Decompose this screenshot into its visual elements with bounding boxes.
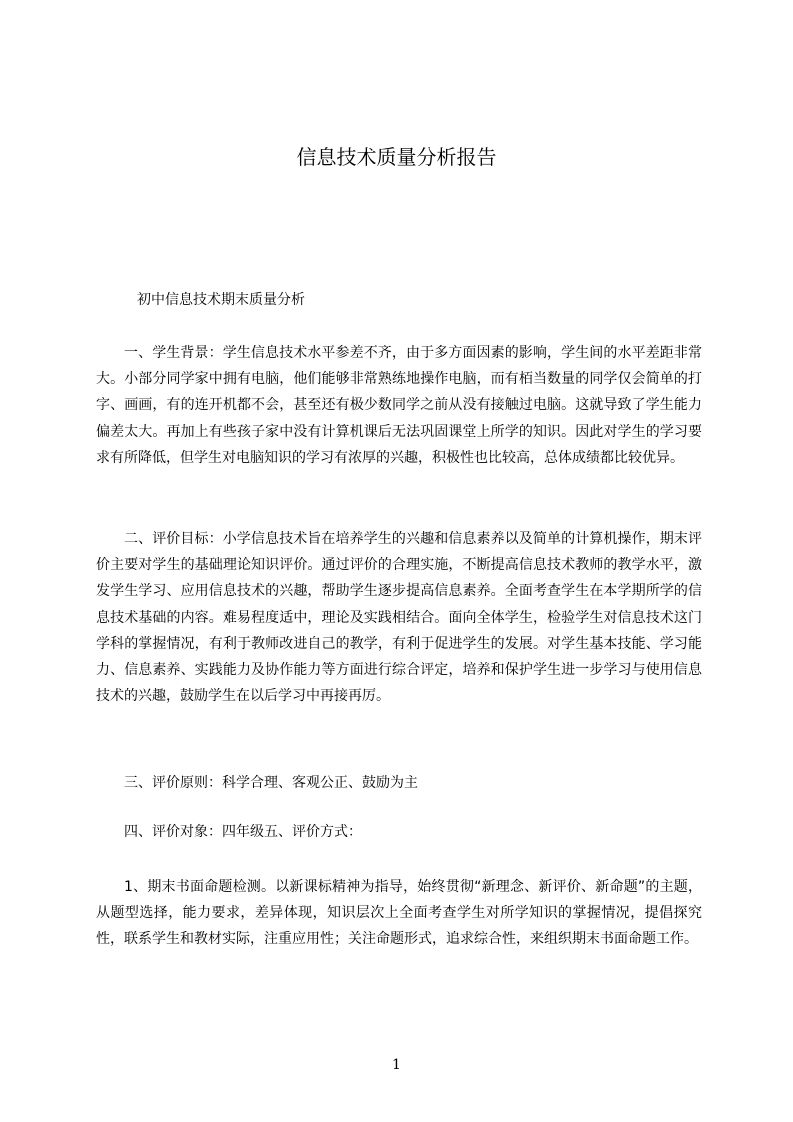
document-title: 信息技术质量分析报告 bbox=[296, 145, 497, 169]
paragraph-evaluation-goals: 二、评价目标：小学信息技术旨在培养学生的兴趣和信息素养以及简单的计算机操作，期末评价主要对学生的基础理论知识评价。通过评价的合理实施，不断提高信息技术教师的教学水平，激发学生学习、应用信息技术的兴趣，帮助学生逐步提高信息素养。全面考查学生在本学期所学的信息技术基础的内容。难易程度适中，理论及实践相结合。面向全体学生，检验学生对信息技术这门学科的掌握情况，有利于教师改进自己的教学，有利于促进学生的发展。对学生基本技能、学习能力、信息素养、实践能力及协作能力等方面进行综合评定，培养和保护学生进一步学习与使用信息技术的兴趣，鼓励学生在以后学习中再接再厉。 bbox=[96, 531, 702, 705]
paragraph-student-background: 一、学生背景：学生信息技术水平参差不齐，由于多方面因素的影响，学生间的水平差距非常大。小部分同学家中拥有电脑，他们能够非常熟练地操作电脑，而有栢当数量的同学仅会简单的打字、画画，有的连开机都不会，甚至还有极少数同学之前从没有接触过电脑。这就导致了学生能力偏差太大。再加上有些孩子家中没有计算机课后无法巩固课堂上所学的知识。因此对学生的学习要求有所降低，但学生对电脑知识的学习有浓厚的兴趣，积极性也比较高，总体成绩都比较优异。 bbox=[96, 345, 702, 466]
document-subtitle: 初中信息技术期末质量分析 bbox=[137, 292, 305, 308]
paragraph-evaluation-principles: 三、评价原则：科学合理、客观公正、鼓励为主 bbox=[124, 775, 418, 791]
page-number: 1 bbox=[392, 1057, 401, 1073]
paragraph-evaluation-target: 四、评价对象：四年级五、评价方式： bbox=[124, 824, 362, 840]
paragraph-written-exam: 1、期末书面命题检测。以新课标精神为指导，始终贯彻“新理念、新评价、新命题”的主题，从题型选择，能力要求，差异体现，知识层次上全面考查学生对所学知识的掌握情况，提倡探究性，联系学生和教材实际，注重应用性；关注命题形式，追求综合性，来组织期末书面命题工作。 bbox=[96, 879, 702, 948]
